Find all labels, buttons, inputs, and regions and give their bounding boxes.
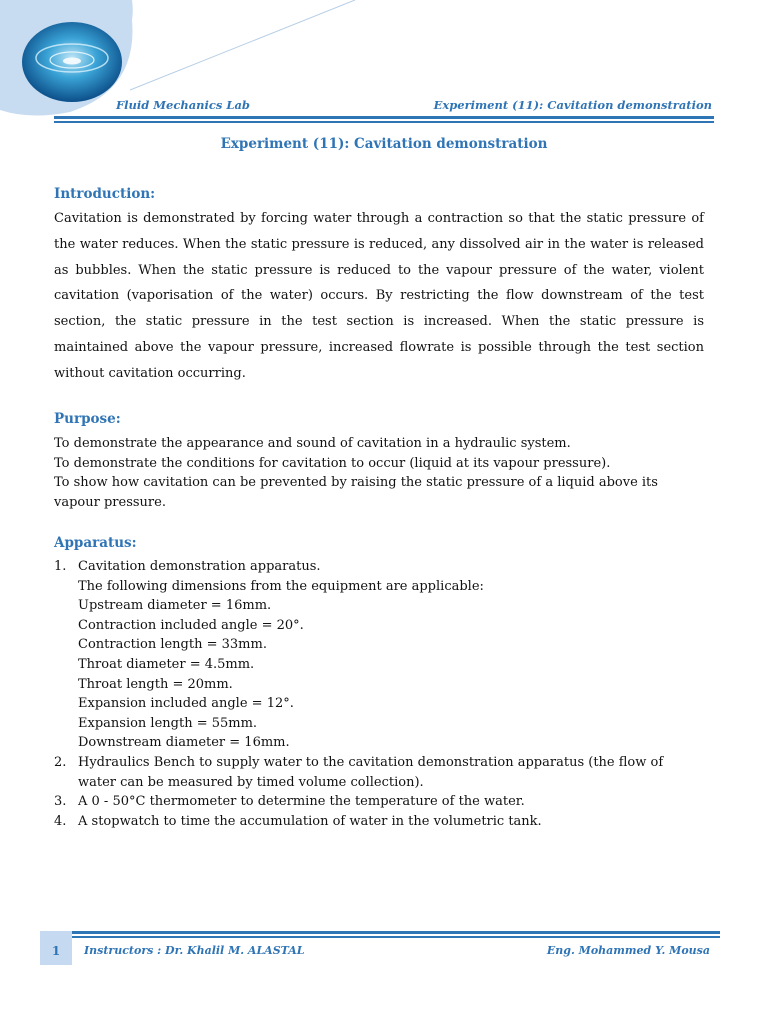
list-item: [54, 753, 704, 792]
list-number: 2.: [54, 754, 67, 770]
apparatus-line: Throat diameter = 4.5mm.: [78, 656, 255, 672]
apparatus-line: Expansion included angle = 12°.: [78, 696, 294, 712]
apparatus-line: A 0 - 50°C thermometer to determine the temperature of the water.: [78, 794, 525, 810]
introduction-text: Cavitation is demonstrated by forcing water through a contraction so that the static pressure of the water reduces. When the static pressure is reduced, any dissolved air in the water is released as bubbles. When the static pressure is reduced to the vapour pressure of the water, violent cavitation (vaporisation of the water) occurs. By restricting the flow downstream of the test section, the static pressure in the test section is increased. When the static pressure is maintained above the vapour pressure, increased flowrate is possible through the test section without cavitation occurring.: [54, 211, 704, 381]
footer-instructors: Instructors : Dr. Khalil M. ALASTAL: [84, 944, 305, 957]
page-number: 1: [40, 931, 72, 965]
purpose-section: [54, 411, 704, 512]
purpose-line: To demonstrate the conditions for cavitation to occur (liquid at its vapour pressure).: [54, 455, 611, 471]
apparatus-section: [54, 535, 704, 831]
apparatus-line: Contraction included angle = 20°.: [78, 617, 304, 633]
list-item: [54, 812, 704, 832]
apparatus-line: Cavitation demonstration apparatus.: [78, 559, 321, 574]
apparatus-line: Upstream diameter = 16mm.: [78, 598, 272, 614]
header-rule-thin: [54, 121, 714, 123]
apparatus-line: Throat length = 20mm.: [78, 676, 233, 692]
apparatus-line: Contraction length = 33mm.: [78, 637, 267, 653]
introduction-section: [54, 186, 704, 387]
footer-engineer: Eng. Mohammed Y. Mousa: [546, 944, 710, 957]
purpose-heading: Purpose:: [54, 411, 121, 427]
introduction-heading: Introduction:: [54, 186, 156, 202]
list-item: [54, 557, 704, 753]
apparatus-line: Downstream diameter = 16mm.: [78, 735, 290, 751]
apparatus-heading: Apparatus:: [54, 535, 137, 551]
list-number: 3.: [54, 794, 67, 810]
header-lab-name: Fluid Mechanics Lab: [116, 98, 250, 112]
apparatus-line: Hydraulics Bench to supply water to the cavitation demonstration apparatus (the flow of water can be measured by timed volume collection).: [78, 754, 664, 790]
footer-rule-thin: [40, 936, 720, 938]
apparatus-list: [54, 557, 704, 831]
list-item: [54, 792, 704, 812]
purpose-line: To demonstrate the appearance and sound of cavitation in a hydraulic system.: [54, 436, 571, 451]
apparatus-line: The following dimensions from the equipment are applicable:: [78, 578, 484, 594]
header-rule-thick: [54, 116, 714, 119]
header-experiment-title: Experiment (11): Cavitation demonstration: [433, 98, 712, 112]
apparatus-line: Expansion length = 55mm.: [78, 715, 258, 731]
list-number: 1.: [54, 559, 67, 574]
page-title: Experiment (11): Cavitation demonstration: [220, 136, 548, 152]
purpose-line: To show how cavitation can be prevented by raising the static pressure of a liquid above its vapour pressure.: [54, 475, 658, 510]
list-number: 4.: [54, 813, 67, 829]
apparatus-line: A stopwatch to time the accumulation of water in the volumetric tank.: [78, 813, 542, 829]
footer-rule-thick: [40, 931, 720, 934]
